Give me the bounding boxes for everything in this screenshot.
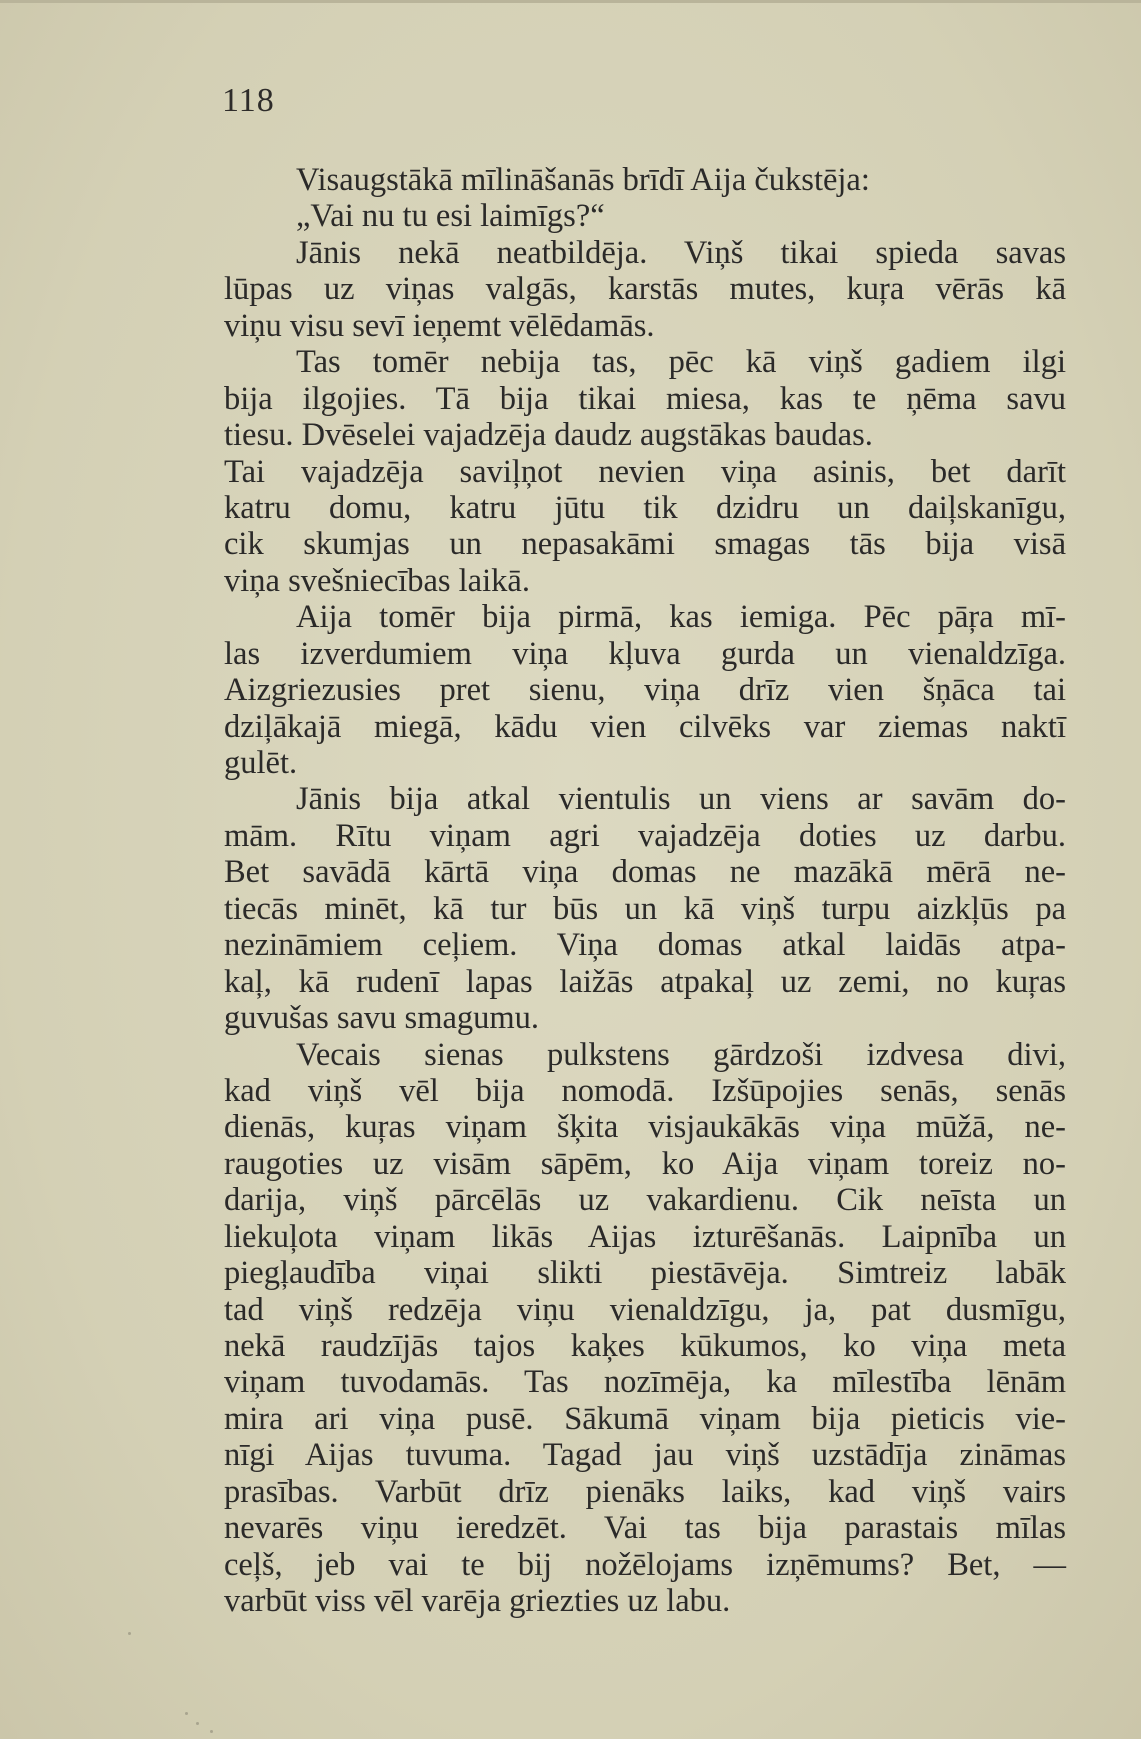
text-line: viņam tuvodamās. Tas nozīmēja, ka mīlestība lēnām [224,1364,1066,1401]
text-line: nīgi Aijas tuvuma. Tagad jau viņš uzstādīja zināmas [224,1437,1066,1474]
paper-speck [185,1712,188,1715]
text-line: ceļš, jeb vai te bij nožēlojams izņēmums? Bet, — [224,1546,1066,1583]
text-line: tiecās minēt, kā tur būs un kā viņš turpu aizkļūs pa [224,890,1066,927]
text-line: piegļaudība viņai slikti piestāvēja. Simtreiz labāk [224,1255,1066,1292]
text-line: Visaugstākā mīlināšanās brīdī Aija čukstēja: [296,162,870,198]
text-line: viņu visu sevī ieņemt vēlēdamās. [224,307,655,344]
paper-speck [210,1730,213,1733]
text-line: mira ari viņa pusē. Sākumā viņam bija pieticis vie- [224,1400,1066,1437]
text-line: cik skumjas un nepasakāmi smagas tās bija visā [224,526,1066,563]
body-text [224,162,1066,1620]
text-line: varbūt viss vēl varēja griezties uz labu. [224,1583,731,1620]
text-line: bija ilgojies. Tā bija tikai miesa, kas te ņēma savu [224,380,1066,417]
text-line: Bet savādā kārtā viņa domas ne mazākā mērā ne- [224,854,1066,891]
text-line: tad viņš redzēja viņu vienaldzīgu, ja, pat dusmīgu, [224,1291,1066,1328]
text-line: guvušas savu smagumu. [224,1000,540,1037]
text-line: nevarēs viņu ieredzēt. Vai tas bija parastais mīlas [224,1510,1066,1547]
text-line: katru domu, katru jūtu tik dzidru un daiļskanīgu, [224,489,1066,526]
paper-speck [128,1632,131,1635]
text-line: viņa svešniecības laikā. [224,562,530,599]
text-line: Aija tomēr bija pirmā, kas iemiga. Pēc pāŗa mī- [296,599,1066,636]
text-line: nekā raudzījās tajos kaķes kūkumos, ko viņa meta [224,1328,1066,1364]
text-line: darija, viņš pārcēlās uz vakardienu. Cik neīsta un [224,1182,1066,1219]
text-line: dienās, kuŗas viņam šķita visjaukākās viņa mūžā, ne- [224,1109,1066,1146]
text-line: „Vai nu tu esi laimīgs?“ [296,198,605,235]
paper-speck [196,1722,199,1725]
text-line: nezināmiem ceļiem. Viņa domas atkal laidās atpa- [224,927,1066,964]
text-line: Tas tomēr nebija tas, pēc kā viņš gadiem ilgi [296,344,1066,381]
text-line: gulēt. [224,745,298,781]
page-top-edge [0,0,1141,3]
text-line: prasības. Varbūt drīz pienāks laiks, kad viņš vairs [224,1473,1066,1510]
text-line: lūpas uz viņas valgās, karstās mutes, kuŗa vērās kā [224,271,1066,308]
text-line: liekuļota viņam likās Aijas izturēšanās. Laipnība un [224,1218,1066,1255]
text-line: dziļākajā miegā, kādu vien cilvēks var ziemas naktī [224,708,1066,745]
text-line: mām. Rītu viņam agri vajadzēja doties uz darbu. [224,817,1066,854]
page-number: 118 [222,82,275,119]
text-line: las izverdumiem viņa kļuva gurda un vienaldzīga. [224,635,1066,672]
text-line: Aizgriezusies pret sienu, viņa drīz vien šņāca tai [224,672,1066,709]
text-line: kaļ, kā rudenī lapas laižās atpakaļ uz zemi, no kuŗas [224,963,1066,1000]
text-line: tiesu. Dvēselei vajadzēja daudz augstākas baudas. [224,417,873,454]
text-line: Jānis bija atkal vientulis un viens ar savām do- [296,781,1066,818]
text-line: Tai vajadzēja saviļņot nevien viņa asinis, bet darīt [224,453,1066,490]
text-line: kad viņš vēl bija nomodā. Izšūpojies senās, senās [224,1072,1066,1109]
text-line: Jānis nekā neatbildēja. Viņš tikai spieda savas [296,234,1066,271]
text-line: raugoties uz visām sāpēm, ko Aija viņam toreiz no- [224,1145,1066,1182]
text-line: Vecais sienas pulkstens gārdzoši izdvesa divi, [296,1036,1066,1073]
